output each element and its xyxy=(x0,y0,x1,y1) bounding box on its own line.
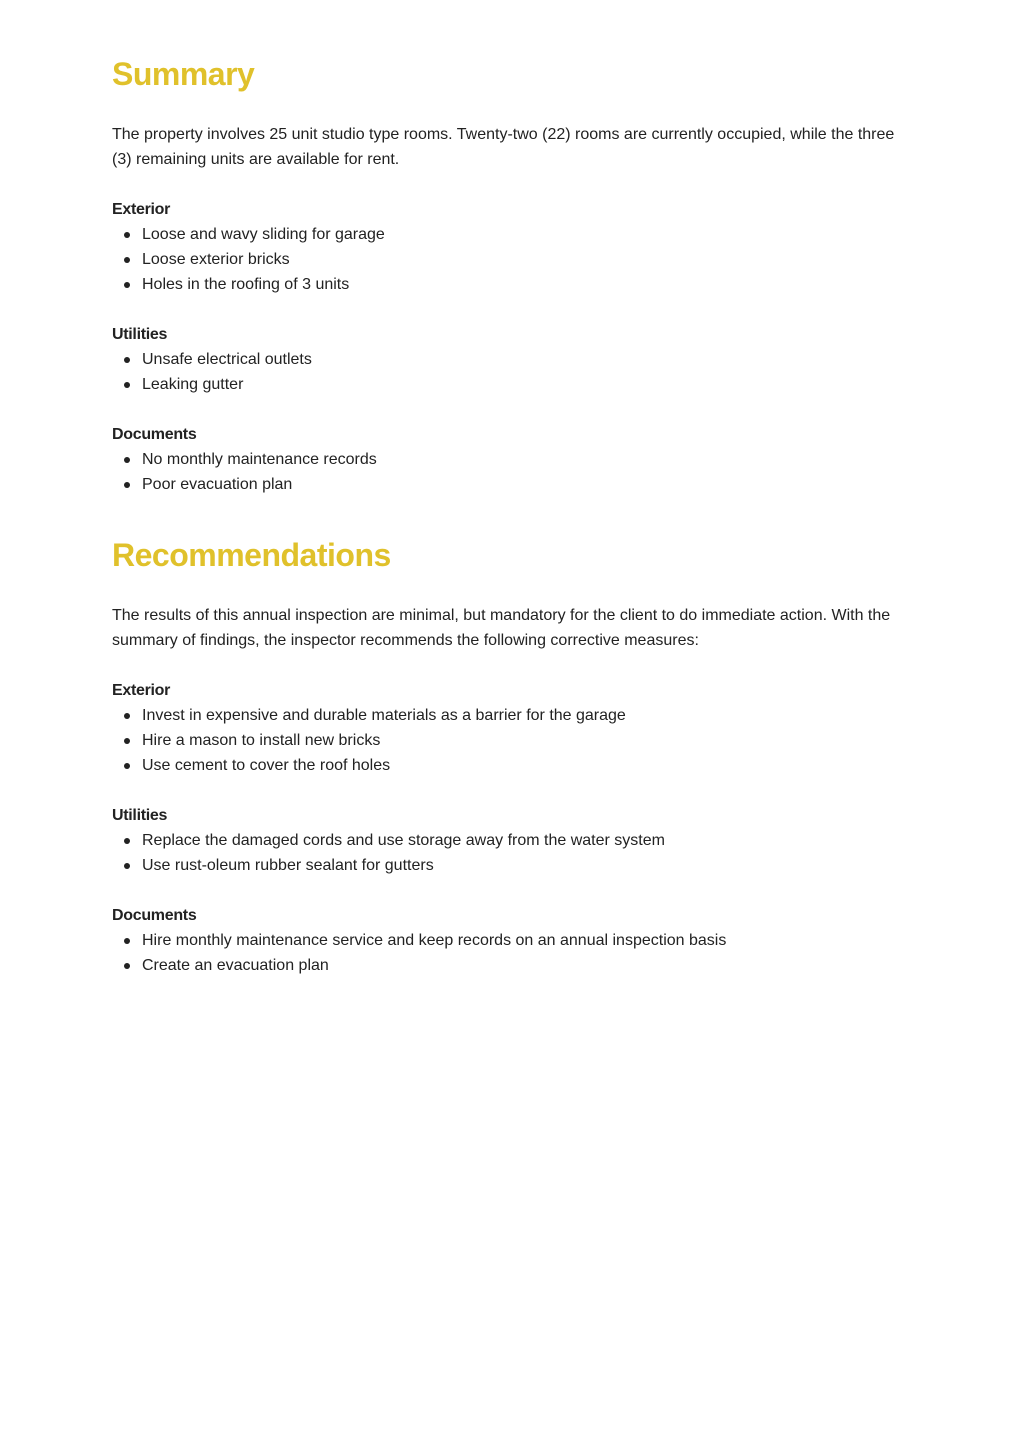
list-item-text: Loose exterior bricks xyxy=(142,251,290,268)
bullet-list xyxy=(112,928,912,978)
list-item xyxy=(112,703,912,728)
list-item-text: No monthly maintenance records xyxy=(142,451,377,468)
bullet-icon xyxy=(124,232,130,238)
summary-group-utilities xyxy=(112,322,912,397)
list-item xyxy=(112,853,912,878)
list-item-text: Loose and wavy sliding for garage xyxy=(142,226,385,243)
list-item-text: Use cement to cover the roof holes xyxy=(142,757,391,774)
recommendations-group-exterior xyxy=(112,678,912,778)
list-item-text: Unsafe electrical outlets xyxy=(142,351,312,368)
list-item-text: Holes in the roofing of 3 units xyxy=(142,276,350,293)
bullet-icon xyxy=(124,938,130,944)
list-item xyxy=(112,372,912,397)
list-item xyxy=(112,753,912,778)
group-heading: Exterior xyxy=(112,201,171,218)
list-item-text: Invest in expensive and durable materials as a barrier for the garage xyxy=(142,707,626,724)
list-item xyxy=(112,222,912,247)
list-item xyxy=(112,447,912,472)
list-item xyxy=(112,347,912,372)
list-item-text: Hire a mason to install new bricks xyxy=(142,732,381,749)
bullet-icon xyxy=(124,738,130,744)
recommendations-title: Recommendations xyxy=(112,537,391,573)
document-page xyxy=(112,52,912,978)
list-item xyxy=(112,928,912,953)
list-item xyxy=(112,472,912,497)
bullet-list xyxy=(112,703,912,778)
list-item xyxy=(112,828,912,853)
recommendations-group-documents xyxy=(112,903,912,978)
group-heading: Utilities xyxy=(112,807,168,824)
list-item-text: Use rust-oleum rubber sealant for gutters xyxy=(142,857,434,874)
list-item xyxy=(112,272,912,297)
group-heading: Utilities xyxy=(112,326,168,343)
list-item-text: Hire monthly maintenance service and keep records on an annual inspection basis xyxy=(142,932,727,949)
summary-group-documents xyxy=(112,422,912,497)
bullet-list xyxy=(112,447,912,497)
bullet-icon xyxy=(124,863,130,869)
bullet-icon xyxy=(124,713,130,719)
summary-intro: The property involves 25 unit studio type rooms. Twenty-two (22) rooms are currently occupied, while the three (3) remaining units are available for rent. xyxy=(112,126,895,168)
summary-group-exterior xyxy=(112,197,912,297)
bullet-icon xyxy=(124,763,130,769)
bullet-list xyxy=(112,222,912,297)
recommendations-intro: The results of this annual inspection are minimal, but mandatory for the client to do immediate action. With the summary of findings, the inspector recommends the following corrective measures: xyxy=(112,607,891,649)
bullet-icon xyxy=(124,382,130,388)
list-item-text: Create an evacuation plan xyxy=(142,957,329,974)
group-heading: Exterior xyxy=(112,682,171,699)
group-heading: Documents xyxy=(112,907,197,924)
list-item-text: Poor evacuation plan xyxy=(142,476,293,493)
bullet-list xyxy=(112,347,912,397)
list-item-text: Replace the damaged cords and use storage away from the water system xyxy=(142,832,665,849)
bullet-list xyxy=(112,828,912,878)
list-item xyxy=(112,728,912,753)
summary-title: Summary xyxy=(112,56,255,92)
bullet-icon xyxy=(124,963,130,969)
group-heading: Documents xyxy=(112,426,197,443)
list-item xyxy=(112,247,912,272)
bullet-icon xyxy=(124,457,130,463)
summary-section xyxy=(112,52,912,497)
bullet-icon xyxy=(124,282,130,288)
list-item-text: Leaking gutter xyxy=(142,376,244,393)
bullet-icon xyxy=(124,357,130,363)
bullet-icon xyxy=(124,257,130,263)
recommendations-group-utilities xyxy=(112,803,912,878)
bullet-icon xyxy=(124,482,130,488)
list-item xyxy=(112,953,912,978)
recommendations-section xyxy=(112,533,912,978)
bullet-icon xyxy=(124,838,130,844)
